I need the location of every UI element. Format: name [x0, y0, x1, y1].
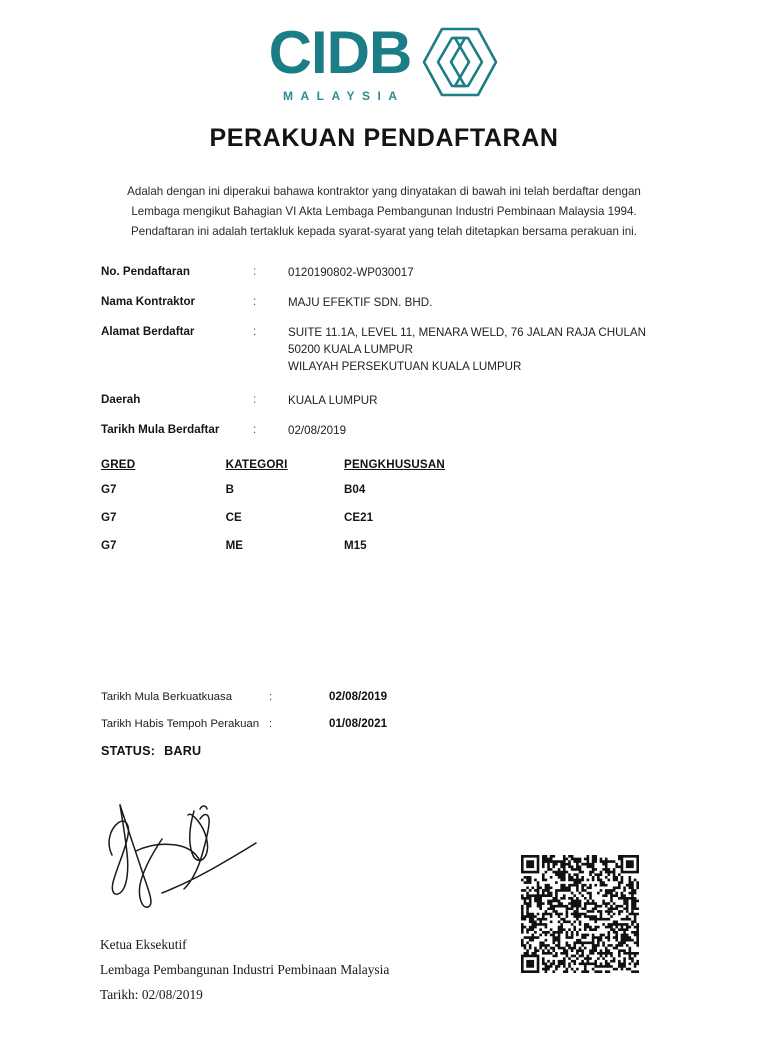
signatory-role: Ketua Eksekutif: [100, 937, 187, 952]
expiry-date-label: Tarikh Habis Tempoh Perakuan: [101, 718, 260, 730]
intro-line-2: Lembaga mengikut Bahagian VI Akta Lembaga Pembangunan Industri Pembinaan Malaysia 1994.: [131, 205, 637, 218]
table-row: [101, 483, 531, 511]
detail-row-contractor-name: [101, 294, 711, 311]
effective-date-label: Tarikh Mula Berkuatkuasa: [101, 691, 233, 703]
district-label: Daerah: [101, 393, 141, 406]
cell-gred: G7: [101, 511, 117, 524]
contractor-name-label: Nama Kontraktor: [101, 295, 196, 308]
validity-row-effective-date: [101, 690, 531, 703]
cidb-hexagon-h-emblem-icon: [421, 26, 499, 103]
qr-code-icon: [521, 855, 639, 973]
address-line-3: WILAYAH PERSEKUTUAN KUALA LUMPUR: [288, 360, 522, 373]
cell-kategori: B: [225, 483, 234, 496]
district-colon: :: [253, 393, 257, 406]
registration-details: [101, 264, 711, 452]
detail-row-start-registration-date: [101, 422, 711, 439]
start-registration-date-colon: :: [253, 423, 257, 436]
effective-date-value: 02/08/2019: [329, 690, 388, 703]
start-registration-date-label: Tarikh Mula Berdaftar: [101, 423, 220, 436]
status-label: STATUS:: [101, 744, 156, 758]
logo-subtitle-text: MALAYSIA: [282, 88, 405, 103]
page-title: PERAKUAN PENDAFTARAN: [209, 124, 559, 152]
registered-address-colon: :: [253, 325, 257, 338]
detail-row-registration-number: [101, 264, 711, 281]
intro-line-1: Adalah dengan ini diperakui bahawa kontraktor yang dinyatakan di bawah ini telah berdaftar dengan: [127, 185, 641, 198]
signature-block-text: [100, 932, 389, 1007]
contractor-name-value: MAJU EFEKTIF SDN. BHD.: [288, 296, 433, 309]
validity-row-expiry-date: [101, 717, 531, 730]
signatory-organisation: Lembaga Pembangunan Industri Pembinaan Malaysia: [100, 962, 390, 977]
intro-paragraph: [84, 182, 684, 242]
contractor-name-colon: :: [253, 295, 257, 308]
column-header-kategori: KATEGORI: [225, 458, 288, 471]
district-value: KUALA LUMPUR: [288, 394, 378, 407]
grade-category-table: [101, 458, 531, 567]
expiry-date-value: 01/08/2021: [329, 717, 388, 730]
table-row: [101, 511, 531, 539]
detail-row-district: [101, 392, 711, 409]
address-line-2: 50200 KUALA LUMPUR: [288, 343, 414, 356]
registration-number-value: 0120190802-WP030017: [288, 266, 414, 279]
registration-number-label: No. Pendaftaran: [101, 265, 190, 278]
cell-pengkhususan: CE21: [344, 511, 374, 524]
logo-brand-text: CIDB: [268, 19, 412, 86]
table-header-row: [101, 458, 531, 483]
effective-date-colon: :: [269, 691, 273, 703]
signature-date: Tarikh: 02/08/2019: [100, 987, 203, 1002]
column-header-pengkhususan: PENGKHUSUSAN: [344, 458, 445, 471]
registered-address-label: Alamat Berdaftar: [101, 325, 195, 338]
column-header-gred: GRED: [101, 458, 136, 471]
registration-number-colon: :: [253, 265, 257, 278]
cell-pengkhususan: B04: [344, 483, 366, 496]
table-row: [101, 539, 531, 567]
expiry-date-colon: :: [269, 718, 273, 730]
status-value: BARU: [164, 744, 202, 758]
detail-row-registered-address: [101, 324, 711, 375]
registered-address-value: [288, 324, 646, 375]
cidb-logo: [0, 19, 768, 103]
status-badge: [101, 744, 531, 758]
cell-pengkhususan: M15: [344, 539, 367, 552]
cell-kategori: CE: [225, 511, 242, 524]
intro-line-3: Pendaftaran ini adalah tertakluk kepada syarat-syarat yang telah ditetapkan bersama perakuan ini.: [131, 225, 637, 238]
start-registration-date-value: 02/08/2019: [288, 424, 347, 437]
cell-gred: G7: [101, 483, 117, 496]
cell-gred: G7: [101, 539, 117, 552]
validity-section: [101, 690, 531, 758]
handwritten-signature-icon: [96, 793, 296, 928]
cell-kategori: ME: [225, 539, 244, 552]
address-line-1: SUITE 11.1A, LEVEL 11, MENARA WELD, 76 JALAN RAJA CHULAN: [288, 326, 647, 339]
